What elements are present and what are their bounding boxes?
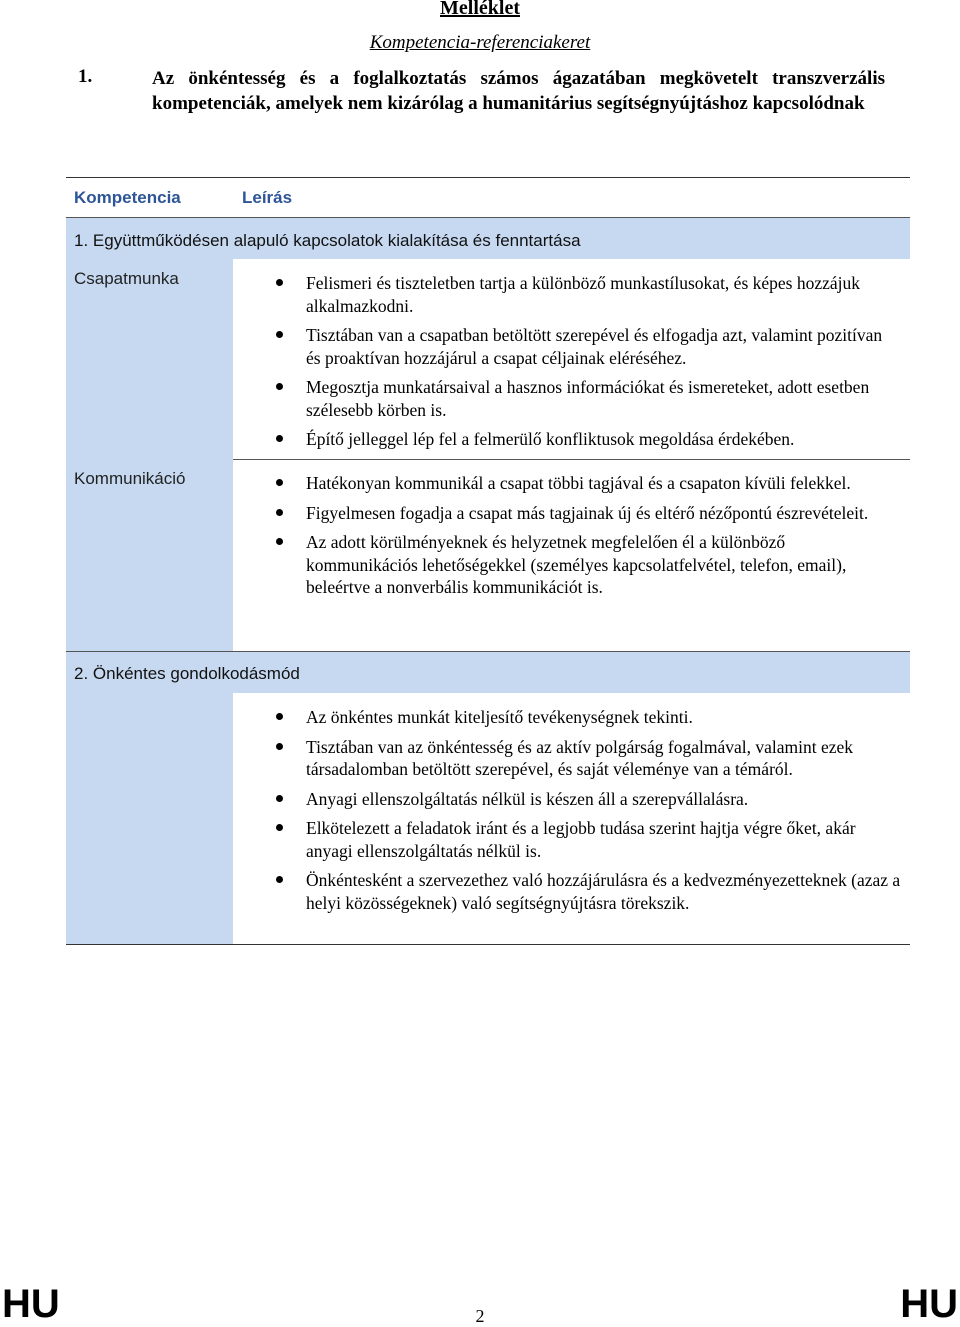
bullet-icon: [276, 479, 283, 486]
competency-label-communication: Kommunikáció: [74, 469, 186, 488]
competency-label-teamwork: Csapatmunka: [74, 269, 179, 288]
group-2-band: [66, 651, 910, 693]
bullet-icon: [276, 876, 283, 883]
table-top-rule: [66, 177, 910, 178]
communication-description-list: [306, 472, 896, 599]
list-item: Elkötelezett a feladatok iránt és a legjobb tudása szerint hajtja végre őket, akár anyagi ellenszolgáltatás nélkül is.: [306, 817, 901, 862]
list-item: Hatékonyan kommunikál a csapat többi tagjával és a csapaton kívüli felekkel.: [306, 472, 896, 495]
annex-subtitle: Kompetencia-referenciakeret: [369, 32, 591, 53]
column-header-description: Leírás: [242, 188, 293, 207]
row-divider: [233, 459, 910, 460]
list-item: Tisztában van az önkéntesség és az aktív polgárság fogalmával, valamint ezek társadalomban betöltött szerepével, és saját véleménye van a témáról.: [306, 736, 901, 781]
group-1-title: 1. Együttműködésen alapuló kapcsolatok kialakítása és fenntartása: [74, 231, 581, 250]
annex-title: Melléklet: [440, 0, 520, 19]
list-item: Tisztában van a csapatban betöltött szerepével és elfogadja azt, valamint pozitívan és proaktívan hozzájárul a csapat céljainak eléréséhez.: [306, 324, 896, 369]
competency-cell-communication: [66, 459, 233, 651]
list-item: Anyagi ellenszolgáltatás nélkül is készen áll a szerepvállalásra.: [306, 788, 901, 811]
bullet-icon: [276, 538, 283, 545]
bullet-icon: [276, 795, 283, 802]
section-number: 1.: [78, 66, 93, 87]
bullet-icon: [276, 713, 283, 720]
bullet-icon: [276, 279, 283, 286]
competency-cell-teamwork: [66, 259, 233, 459]
bullet-icon: [276, 383, 283, 390]
group-1-band: [66, 217, 910, 259]
bullet-icon: [276, 435, 283, 442]
table-bottom-rule: [66, 944, 910, 945]
group-2-title: 2. Önkéntes gondolkodásmód: [74, 664, 300, 683]
bullet-icon: [276, 331, 283, 338]
list-item: Felismeri és tiszteletben tartja a különböző munkastílusokat, és képes hozzájuk alkalmazkodni.: [306, 272, 896, 317]
column-header-competency: Kompetencia: [74, 188, 181, 207]
bullet-icon: [276, 743, 283, 750]
section-title: Az önkéntesség és a foglalkoztatás számos ágazatában megkövetelt transzverzális kompetenciák, amelyek nem kizárólag a humanitárius segítségnyújtáshoz kapcsolódnak: [152, 68, 885, 114]
bullet-icon: [276, 824, 283, 831]
teamwork-description-list: [306, 272, 896, 451]
list-item: Az adott körülményeknek és helyzetnek megfelelően él a különböző kommunikációs lehetőségekkel (személyes kapcsolatfelvétel, telefon, email), beleértve a nonverbális kommunikációt is.: [306, 531, 896, 599]
list-item: Önkéntesként a szervezethez való hozzájárulásra és a kedvezményezetteknek (azaz a helyi közösségeknek) való segítségnyújtásra törekszik.: [306, 869, 901, 914]
list-item: Az önkéntes munkát kiteljesítő tevékenységnek tekinti.: [306, 706, 901, 729]
footer-language-code-left: HU: [2, 1282, 60, 1326]
list-item: Építő jelleggel lép fel a felmerülő konfliktusok megoldása érdekében.: [306, 428, 896, 451]
volunteer-description-list: [306, 706, 901, 914]
page-number: 2: [475, 1306, 485, 1326]
bullet-icon: [276, 509, 283, 516]
footer-language-code-right: HU: [900, 1282, 958, 1326]
list-item: Figyelmesen fogadja a csapat más tagjainak új és eltérő nézőpontú észrevételeit.: [306, 502, 896, 525]
list-item: Megosztja munkatársaival a hasznos információkat és ismereteket, adott esetben szélesebb körben is.: [306, 376, 896, 421]
competency-cell-volunteer: [66, 693, 233, 944]
